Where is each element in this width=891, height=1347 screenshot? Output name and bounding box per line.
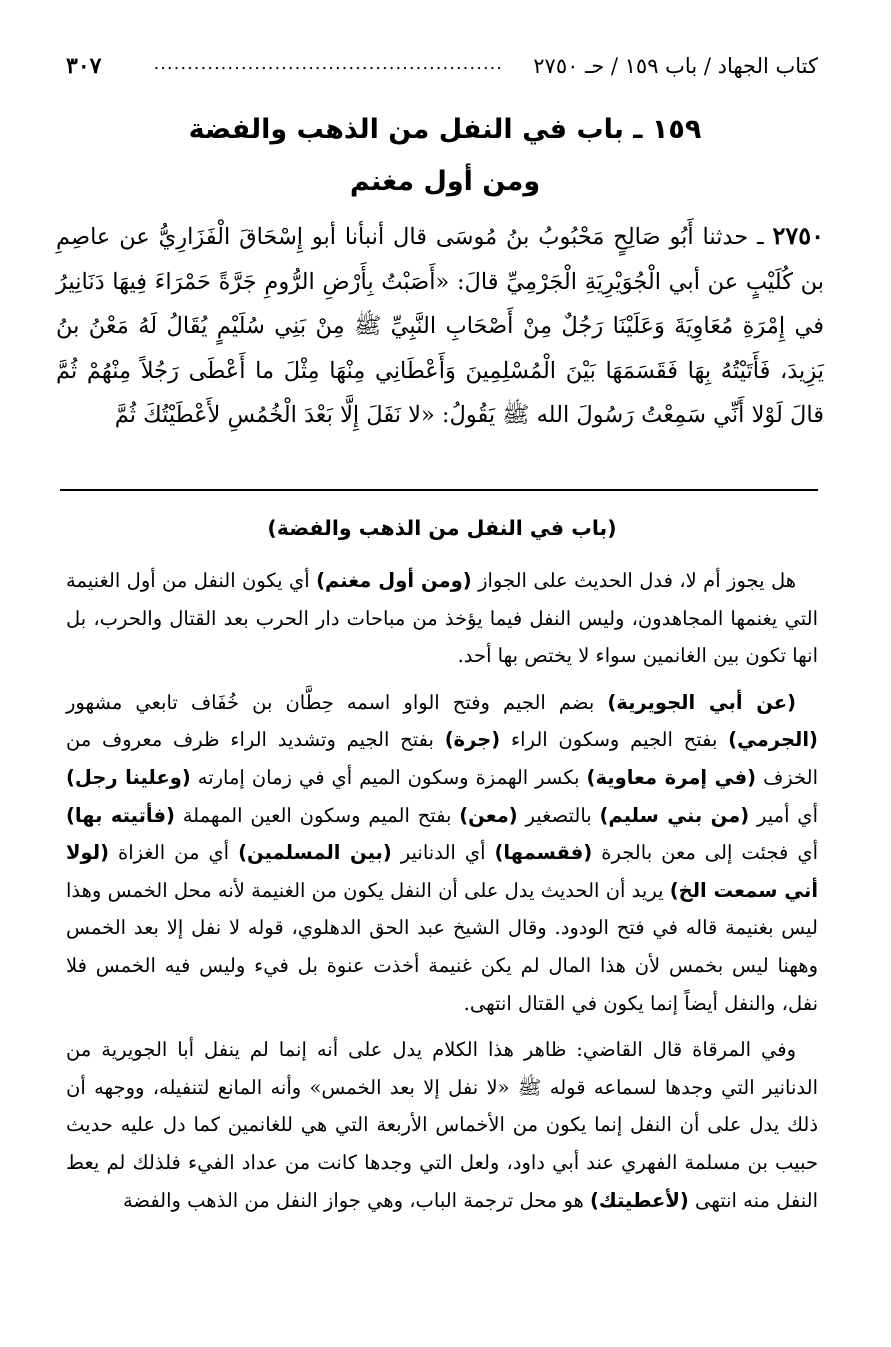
chapter-number: ١٥٩ bbox=[651, 114, 702, 145]
text-run: وفي المرقاة قال القاضي: ظاهر هذا الكلام يدل على أنه إنما لم ينفل أبا الجويرية من الدنانير التي وجدها لسماعه قوله ﷺ «لا نفل إلا بعد الخمس» وأنه المانع لتنفيله، ووجهه أن ذلك يدل على أن النفل إنما يكون من الأخماس الأربعة التي هي للغانمين كما دل عليه حديث حبيب بن مسلمة الفهري عند أبي داود، ولعل التي وجدها كانت من عداد الفيء فلذلك لم يعط النفل منه انتهى bbox=[66, 1038, 818, 1212]
dot-leader: .................................................... bbox=[153, 53, 503, 74]
commentary-paragraph bbox=[66, 684, 818, 1022]
text-run: أي الدنانير bbox=[391, 841, 495, 865]
text-run: بفتح الجيم وتشديد الراء ظرف معروف من الخزف bbox=[66, 728, 819, 789]
text-run: بفتح الجيم وسكون الراء bbox=[500, 728, 729, 752]
page-header bbox=[66, 48, 818, 84]
bold-term: (لولا أني سمعت الخ) bbox=[66, 841, 818, 902]
bold-term: (وعلينا رجل) bbox=[66, 765, 191, 789]
running-head: كتاب الجهاد / باب ١٥٩ / حـ ٢٧٥٠ bbox=[533, 54, 818, 78]
bold-term: (فأتيته بها) bbox=[66, 803, 175, 827]
bold-term: (من بني سليم) bbox=[599, 803, 750, 827]
commentary-title: (باب في النفل من الذهب والفضة) bbox=[267, 516, 617, 540]
text-run: أي أمير bbox=[749, 803, 818, 827]
chapter-title-text: في النفل من الذهب والفضة bbox=[188, 114, 577, 145]
text-run: أي يكون النفل من أول الغنيمة التي يغنمها المجاهدون، وليس النفل فيما يؤخذ من مباحات دار الحرب بعد القتال والحرب، بل انها تكون بين الغانمين سواء لا يختص بها أحد. bbox=[66, 569, 818, 668]
hadith-number: ٢٧٥٠ bbox=[772, 221, 824, 250]
text-run: بكسر الهمزة وسكون الميم أي في زمان إمارته bbox=[190, 765, 587, 789]
text-run: أي من الغزاة bbox=[108, 841, 239, 865]
text-run: بضم الجيم وفتح الواو اسمه حِطَّان بن خُفَاف تابعي مشهور bbox=[66, 690, 608, 714]
bold-term: (ومن أول مغنم) bbox=[316, 569, 472, 592]
text-run: بالتصغير bbox=[517, 803, 600, 827]
text-run: يريد أن الحديث يدل على أن النفل يكون من الغنيمة لأنه محل الخمس وهذا ليس بغنيمة قاله في فتح الودود. وقال الشيخ عبد الحق الدهلوي، قوله لا نفل إلا بعد الخمس وههنا ليس بخمس لأن هذا المال لم يكن غنيمة أخذت عنوة بل فيء وليس فيه الخمس فلا نفل، والنفل أيضاً إنما يكون في القتال انتهى. bbox=[66, 878, 818, 1015]
chapter-title-line2: ومن أول مغنم bbox=[349, 166, 541, 197]
bold-term: (الجرمي) bbox=[728, 728, 818, 752]
page-number: ٣٠٧ bbox=[66, 53, 102, 79]
commentary bbox=[66, 508, 818, 1228]
hadith-text bbox=[56, 214, 824, 438]
bold-term: (بين المسلمين) bbox=[238, 841, 392, 865]
chapter-title bbox=[60, 104, 830, 208]
text-run: أي فجئت إلى معن بالجرة bbox=[592, 841, 819, 865]
text-run: هو محل ترجمة الباب، وهي جواز النفل من الذهب والفضة bbox=[122, 1188, 591, 1212]
commentary-paragraph bbox=[66, 562, 818, 675]
chapter-separator: ـ bbox=[623, 114, 652, 145]
bold-term: (معن) bbox=[459, 803, 518, 827]
divider-line bbox=[60, 489, 818, 491]
bold-term: (جرة) bbox=[444, 728, 501, 752]
bold-term: (في إمرة معاوية) bbox=[586, 765, 757, 789]
text-run: بفتح الميم وسكون العين المهملة bbox=[174, 803, 460, 827]
chapter-title-line1 bbox=[60, 104, 830, 156]
hadith-body: ـ حدثنا أَبُو صَالِحٍ مَحْبُوبُ بنُ مُوسَى قال أنبأنا أبو إِسْحَاقَ الْفَزَارِيُّ عن عاصِمِ بن كُلَيْبٍ عن أبي الْجُوَيْرِيَةِ الْجَرْمِيِّ قالَ: «أَصَبْتُ بِأَرْضِ الرُّومِ جَرَّةً حَمْرَاءَ فِيهَا دَنَانِيرُ في إِمْرَةِ مُعَاوِيَةَ وَعَلَيْنَا رَجُلٌ مِنْ أَصْحَابِ النَّبِيِّ ﷺ مِنْ بَنِي سُلَيْمٍ يُقَالُ لَهُ مَعْنُ بنُ يَزِيدَ، فَأَتَيْتُهُ بِهَا فَقَسَمَهَا بَيْنَ الْمُسْلِمِينَ وَأَعْطَانِي مِنْهَا مِثْلَ ما أَعْطَى رَجُلاً مِنْهُمْ ثُمَّ قالَ لَوْلا أَنِّي سَمِعْتُ رَسُولَ الله ﷺ يَقُولُ: «لا نَفَلَ إِلَّا بَعْدَ الْخُمُسِ لأَعْطَيْتُكَ ثُمَّ bbox=[56, 224, 824, 428]
commentary-paragraph bbox=[66, 1031, 818, 1219]
text-run: هل يجوز أم لا، فدل الحديث على الجواز bbox=[471, 569, 796, 592]
bold-term: (لأعطيتك) bbox=[590, 1188, 689, 1212]
bold-term: (عن أبي الجويرية) bbox=[607, 690, 796, 714]
chapter-bab-word: باب bbox=[576, 114, 624, 145]
bold-term: (فقسمها) bbox=[494, 841, 593, 865]
